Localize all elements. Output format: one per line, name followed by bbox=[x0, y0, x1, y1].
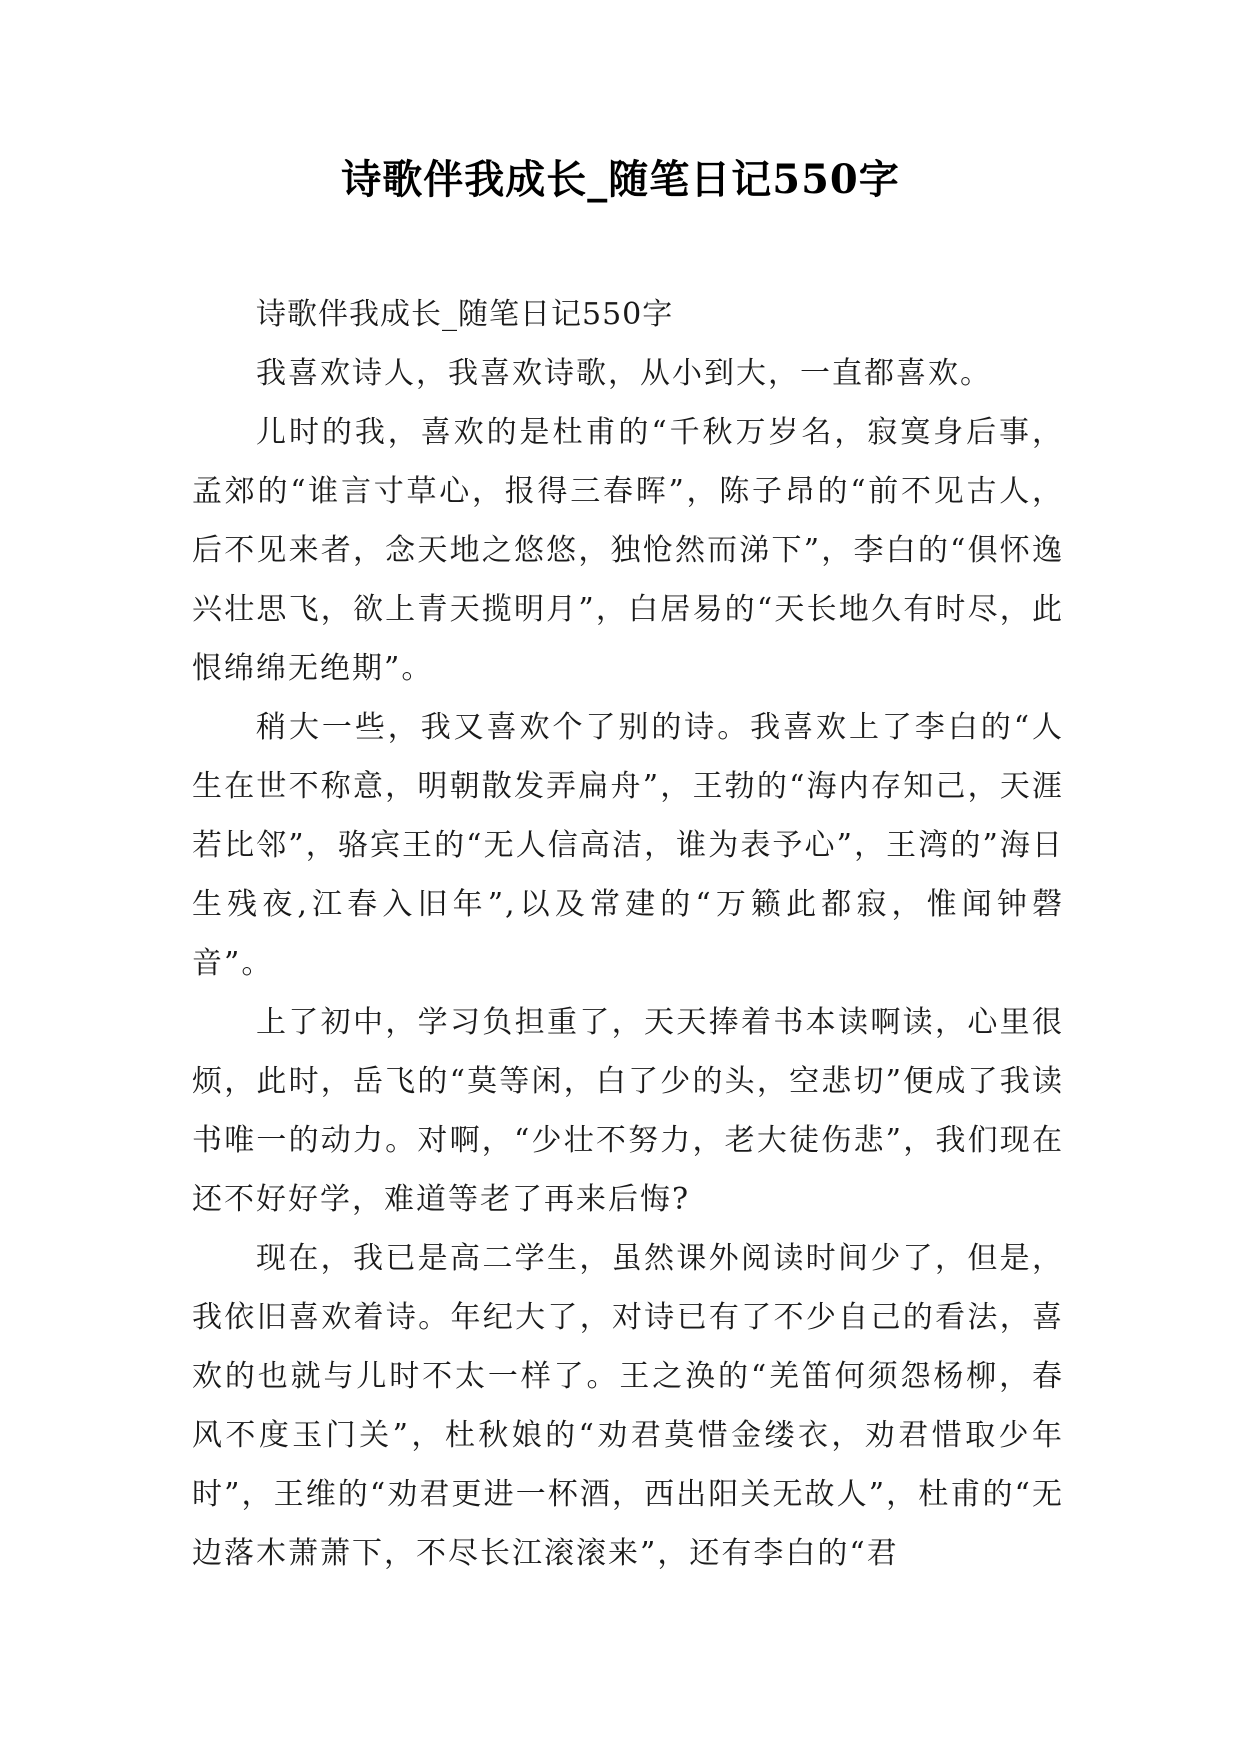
paragraph-childhood: 儿时的我，喜欢的是杜甫的“千秋万岁名，寂寞身后事，孟郊的“谁言寸草心，报得三春晖”，陈子昂的“前不见古人，后不见来者，念天地之悠悠，独怆然而涕下”，李白的“俱怀逸兴壮思飞，欲上青天揽明月”，白居易的“天长地久有时尽，此恨绵绵无绝期”。 bbox=[192, 415, 1064, 686]
paragraph-intro: 我喜欢诗人，我喜欢诗歌，从小到大，一直都喜欢。 bbox=[256, 356, 992, 391]
document-body bbox=[192, 285, 1064, 1583]
paragraph-now: 现在，我已是高二学生，虽然课外阅读时间少了，但是，我依旧喜欢着诗。年纪大了，对诗已有了不少自己的看法，喜欢的也就与儿时不太一样了。王之涣的“羌笛何须怨杨柳，春风不度玉门关”，杜秋娘的“劝君莫惜金缕衣，劝君惜取少年时”，王维的“劝君更进一杯酒，西出阳关无故人”，杜甫的“无边落木萧萧下，不尽长江滚滚来”，还有李白的“君 bbox=[192, 1241, 1064, 1571]
paragraph-older: 稍大一些，我又喜欢个了别的诗。我喜欢上了李白的“人生在世不称意，明朝散发弄扁舟”，王勃的“海内存知己，天涯若比邻”，骆宾王的“无人信高洁，谁为表予心”，王湾的”海日生残夜,江春入旧年”,以及常建的“万籁此都寂，惟闻钟磬音”。 bbox=[192, 710, 1064, 981]
document-title: 诗歌伴我成长_随笔日记550字 bbox=[341, 156, 900, 203]
paragraph-junior-high: 上了初中，学习负担重了，天天捧着书本读啊读，心里很烦，此时，岳飞的“莫等闲，白了少的头，空悲切”便成了我读书唯一的动力。对啊，“少壮不努力，老大徒伤悲”，我们现在还不好好学，难道等老了再来后悔? bbox=[192, 1005, 1064, 1217]
paragraph-subtitle: 诗歌伴我成长_随笔日记550字 bbox=[256, 297, 674, 332]
